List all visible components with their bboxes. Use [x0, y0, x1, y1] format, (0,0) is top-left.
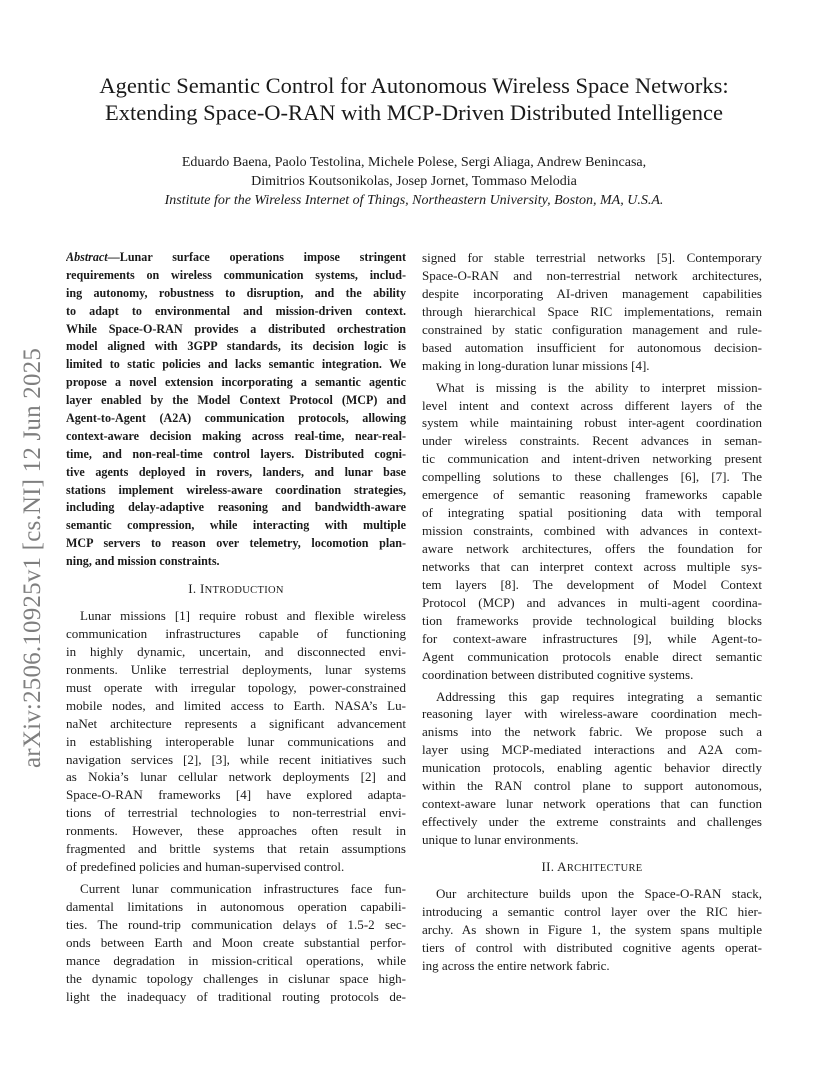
text-line: despite incorporating AI-driven management capabilities [422, 285, 762, 301]
text-line: must operate with irregular topology, power-constrained [66, 679, 406, 695]
abstract-line: Agent-to-Agent (A2A) communication protocols, allowing [66, 411, 406, 426]
author-list [40, 154, 788, 191]
architecture-paragraph-1 [422, 885, 762, 975]
text-line: emergence of semantic reasoning frameworks capable [422, 487, 762, 503]
title-line: Agentic Semantic Control for Autonomous Wireless Space Networks: [99, 73, 729, 98]
section-title-rest: RCHITECTURE [566, 862, 643, 874]
text-line: onds between Earth and Moon create substantial perfor- [66, 934, 406, 950]
abstract-line: tive agents deployed in rovers, landers, and lunar base [66, 464, 406, 479]
text-line: within the RAN control plane to support autonomous, [422, 778, 762, 794]
text-line: layer using MCP-mediated interactions and A2A com- [422, 742, 762, 758]
text-line: as Nokia’s lunar cellular network deployments [2] and [66, 769, 406, 785]
text-line: Our architecture builds upon the Space-O-RAN stack, [436, 885, 762, 901]
text-line: anisms into the network fabric. We propose such a [422, 724, 762, 740]
arxiv-stamp: arXiv:2506.10925v1 [cs.NI] 12 Jun 2025 [19, 347, 46, 768]
abstract-line: including delay-adaptive reasoning and bandwidth-aware [66, 500, 406, 515]
section-number: I. [188, 581, 197, 597]
text-line: Addressing this gap requires integrating a semantic [436, 688, 762, 704]
abstract [66, 249, 406, 571]
text-line: reasoning layer with wireless-aware coordination mech- [422, 706, 762, 722]
section-title-initial: I [199, 581, 205, 597]
text-line: unique to lunar environments. [422, 832, 579, 847]
section-title-rest: NTRODUCTION [204, 585, 284, 597]
text-line: tem layers [8]. The development of Model Context [422, 576, 762, 592]
text-line: of predefined policies and human-supervised control. [66, 859, 345, 875]
abstract-line: semantic compression, while interacting with multiple [66, 518, 406, 533]
text-line: Protocol (MCP) and advances in multi-agent coordina- [422, 594, 762, 610]
intro-paragraph-1 [66, 607, 406, 880]
text-line: mission constraints, combined with advances in context- [422, 523, 762, 539]
section-title-initial: A [557, 858, 567, 874]
title-line: Extending Space-O-RAN with MCP-Driven Distributed Intelligence [104, 100, 723, 125]
text-line: navigation services [2], [3], while recent initiatives such [66, 751, 406, 767]
abstract-line: MCP servers to reason over telemetry, locomotion plan- [66, 536, 406, 551]
text-line: mance degradation in mission-critical operations, while [66, 952, 406, 968]
text-line: through hierarchical Space RIC implementations, remain [422, 303, 762, 319]
text-line: fragmented and brittle systems that retain assumptions [66, 841, 406, 857]
text-line: Lunar missions [1] require robust and flexible wireless [80, 608, 406, 624]
section-heading-architecture [422, 849, 762, 885]
text-line: tiers of control with distributed cognitive agents operat- [422, 939, 762, 955]
intro-paragraph-4 [422, 688, 762, 849]
text-line: Space-O-RAN and non-terrestrial network architectures, [422, 267, 762, 283]
intro-paragraph-2 [66, 880, 406, 1006]
text-line: ing across the entire network fabric. [422, 957, 610, 973]
abstract-line: ning, and mission constraints. [66, 554, 220, 569]
text-line: ties. The round-trip communication delays of 1.5-2 sec- [66, 916, 406, 932]
text-line: Space-O-RAN frameworks [4] have explored adapta- [66, 787, 406, 803]
text-line: system while maintaining robust inter-agent coordination [422, 415, 762, 431]
text-line: aware network architectures, offers the foundation for [422, 541, 762, 556]
text-line: ronments. Unlike terrestrial deployments, lunar systems [66, 661, 406, 677]
text-line: Current lunar communication infrastructures face fun- [80, 881, 406, 897]
text-line: making in long-duration lunar missions [4]. [422, 357, 650, 373]
text-line: What is missing is the ability to interpret mission- [436, 379, 762, 395]
author-line: Dimitrios Koutsonikolas, Josep Jornet, Tommaso Melodia [251, 173, 577, 189]
text-line: of integrating spatial positioning data with temporal [422, 505, 762, 521]
abstract-label: Abstract [66, 250, 108, 264]
text-line: light the inadequacy of traditional routing protocols de- [66, 988, 406, 1004]
text-line: communication infrastructures capable of functioning [66, 625, 406, 641]
text-line: signed for stable terrestrial networks [5]. Contemporary [422, 250, 762, 265]
text-line: mobile nodes, and limited access to Earth. NASA’s Lu- [66, 697, 406, 713]
affiliation: Institute for the Wireless Internet of Things, Northeastern University, Boston, MA, U.S.A. [164, 193, 664, 208]
text-line: naNet architecture represents a significant advancement [66, 715, 406, 731]
text-line: tion frameworks provide technological building blocks [422, 612, 762, 628]
text-line: damental limitations in autonomous operation capabili- [66, 899, 406, 915]
abstract-line: limited to static policies and lacks semantic integration. We [66, 357, 406, 372]
intro-paragraph-3 [422, 379, 762, 688]
abstract-line: model aligned with 3GPP standards, its decision logic is [66, 339, 406, 354]
text-line: introducing a semantic control layer over the RIC hier- [422, 903, 762, 919]
abstract-first-line: —Lunar surface operations impose stringent [107, 250, 406, 264]
text-line: in establishing interoperable lunar communications and [66, 733, 406, 749]
text-line: tic communication and intent-driven networking present [422, 451, 762, 467]
section-number: II. [541, 858, 555, 874]
text-line: the dynamic topology challenges in cislunar space high- [66, 970, 406, 986]
section-heading-introduction [66, 571, 406, 607]
text-line: munication protocols, enabling agentic behavior directly [422, 760, 762, 776]
abstract-line: layer enabled by the Model Context Protocol (MCP) and [66, 393, 406, 408]
text-line: compelling solutions to these challenges [6], [7]. The [422, 469, 762, 485]
abstract-line: stations implement wireless-aware coordination strategies, [66, 482, 406, 497]
text-line: networks that can interpret context across multiple sys- [422, 558, 762, 574]
abstract-line: propose a novel extension incorporating a semantic agentic [66, 375, 406, 390]
abstract-line: time, and non-real-time control layers. Distributed cogni- [66, 446, 406, 461]
abstract-line: to adapt to environmental and mission-driven context. [66, 303, 406, 318]
text-line: tions of terrestrial technologies to non-terrestrial envi- [66, 805, 406, 821]
abstract-body [66, 267, 406, 571]
text-line: ronments. However, these approaches often result in [66, 823, 406, 839]
text-line: under wireless constraints. Recent advances in seman- [422, 433, 762, 449]
text-line: archy. As shown in Figure 1, the system spans multiple [422, 921, 762, 937]
intro-paragraph-continuation [422, 249, 762, 379]
paper-title [40, 72, 788, 126]
text-line: coordination between distributed cognitive systems. [422, 666, 694, 682]
text-line: constrained by static configuration management and rule- [422, 321, 762, 337]
text-line: based automation insufficient for autonomous decision- [422, 339, 762, 355]
abstract-line: ing autonomy, robustness to disruption, and the ability [66, 285, 406, 300]
abstract-line: While Space-O-RAN provides a distributed orchestration [66, 321, 406, 336]
left-column [66, 249, 406, 1006]
text-line: context-aware lunar network operations that can function [422, 796, 762, 812]
abstract-line: context-aware decision making across real-time, near-real- [66, 428, 406, 443]
text-line: level intent and context across different layers of the [422, 397, 762, 413]
right-column [422, 249, 762, 975]
text-line: Agent communication protocols enable direct semantic [422, 648, 762, 664]
text-line: effectively under the extreme constraints and challenges [422, 814, 762, 830]
author-line: Eduardo Baena, Paolo Testolina, Michele Polese, Sergi Aliaga, Andrew Benincasa, [181, 155, 647, 170]
text-line: in highly dynamic, uncertain, and disconnected envi- [66, 643, 406, 659]
abstract-line: requirements on wireless communication systems, includ- [66, 267, 406, 282]
abstract-line [66, 249, 406, 267]
text-line: for context-aware infrastructures [9], while Agent-to- [422, 630, 762, 646]
